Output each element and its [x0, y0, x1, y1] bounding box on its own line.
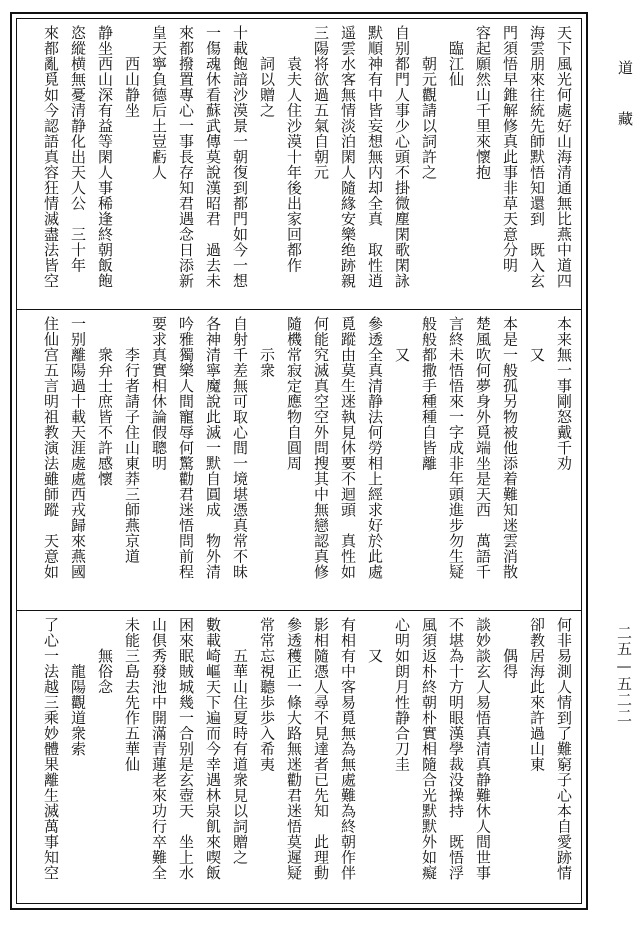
- text-column: 困來眠賊城幾一合别是玄壺天 坐上水: [177, 617, 195, 881]
- text-column: 天下風光何處好山海清通無比燕中道四: [555, 25, 573, 289]
- text-column: 有相有中客易覓無為無處難為終朝作伴: [339, 617, 357, 881]
- text-column: 詞以贈之: [258, 25, 276, 118]
- text-column: 各神清寧魔說此滅一默自圓成 物外清: [204, 316, 222, 580]
- text-column: 要求真實相休論假聰明: [150, 316, 168, 471]
- text-column: 三陽将欲過五氣自朝元: [312, 25, 330, 180]
- upper-register: [17, 19, 581, 309]
- text-column: 未能三島去先作五華仙: [123, 617, 141, 772]
- page-frame: [10, 12, 588, 910]
- text-column: 又: [393, 316, 411, 363]
- text-column: 參透全真清静法何勞相上經求好於此處: [366, 316, 384, 580]
- text-column: 何能究滅真空空外問搜其中無戀認真修: [312, 316, 330, 580]
- text-column: 衆弁士庶皆不許感懷: [96, 316, 114, 487]
- text-column: 容起願然山千里來懷抱: [474, 25, 492, 180]
- text-column: 不堪為十方明眼漢學裁没操持 既悟浮: [447, 617, 465, 881]
- text-column: 來都亂覓如今認語真容狂情滅盡法皆空: [42, 25, 60, 289]
- text-column: 楚風吹何夢身外覓端坐是天西 萬語千: [474, 316, 492, 580]
- text-column: 覓蹤由莫生迷執見休要不迴頭 真性如: [339, 316, 357, 580]
- text-column: 無俗念: [96, 617, 114, 695]
- text-column: 自射千差無可取心間一境堪憑真常不昧: [231, 316, 249, 580]
- text-column: 心明如朗月性静合刀圭: [393, 617, 411, 772]
- text-column: 默順神有中皆妄想無内却全真 取性逍: [366, 25, 384, 289]
- text-column: 一傷魂休看蘇武傳莫說漢昭君 過去未: [204, 25, 222, 289]
- text-column: 吟雅獨樂人間寵辱何驚勸君迷悟問前程: [177, 316, 195, 580]
- collection-title: 道藏: [616, 60, 634, 162]
- text-column: 風須返朴終朝朴實相隨合光默默外如癡: [420, 617, 438, 881]
- text-column: 袁夫人住沙漠十年後出家回都作: [285, 25, 303, 273]
- middle-register: [17, 310, 581, 610]
- text-column: 般般都撒手種種自皆離: [420, 316, 438, 471]
- text-column: 隨機常寂定應物自圓周: [285, 316, 303, 471]
- text-column: 偶得: [501, 617, 519, 679]
- text-column: 何非易測人情到了難窮子心本自愛跡情: [555, 617, 573, 881]
- text-column: 住仙宫五言明祖教演法雖師蹤 天意如: [42, 316, 60, 580]
- text-column: 五華山住夏時有道衆見以詞贈之: [231, 617, 249, 865]
- text-column: 山俱秀發池中開滿青蓮老來功行卒難全: [150, 617, 168, 881]
- text-column: 常常忘視聽歩歩入希夷: [258, 617, 276, 772]
- text-column: 臨江仙: [447, 25, 465, 87]
- text-column: 一别離陽過十載天涯處處西戎歸來燕國: [69, 316, 87, 580]
- text-column: 西山静坐: [123, 25, 141, 118]
- text-column: 本是一般孤另物被他添着難知迷雲消散: [501, 316, 519, 580]
- text-column: 又: [528, 316, 546, 363]
- text-column: 恣縱横無憂清静化出天人公 三十年: [69, 25, 87, 273]
- text-column: 李行者請子住山東莽三師燕京道: [123, 316, 141, 564]
- text-column: 海雲朋來往統先師默悟知還到 既入玄: [528, 25, 546, 289]
- text-column: 自别都門人事少心頭不掛微塵閑歌閑詠: [393, 25, 411, 289]
- lower-register: [17, 611, 581, 905]
- text-column: 言終未悟悟來一字成非年頭進步勿生疑: [447, 316, 465, 580]
- text-column: 影相隨憑人尋不見達者已先知 此理動: [312, 617, 330, 881]
- page-number: 二五—五二二: [615, 625, 633, 724]
- text-column: 朝元觀請以詞許之: [420, 25, 438, 180]
- text-column: 數載崎嶇天下遍而今幸遇林泉飢來喫飯: [204, 617, 222, 881]
- text-column: 静坐西山深有益等閑人事稀逢終朝飯飽: [96, 25, 114, 289]
- text-column: 遥雲水客無情淡泊閑人隨緣安樂绝跡親: [339, 25, 357, 289]
- text-column: 龍陽觀道衆索: [69, 617, 87, 757]
- text-column: 了心一法越三乘妙體果離生滅萬事知空: [42, 617, 60, 881]
- text-column: 談妙談玄人易悟真清真静難休人間世事: [474, 617, 492, 881]
- text-column: 十載飽諳沙漠景一朝復到都門如今一想: [231, 25, 249, 289]
- text-column: 卻教居海此來許過山東: [528, 617, 546, 772]
- text-column: 參透穫正一條大路無迷勸君迷悟莫遲疑: [285, 617, 303, 881]
- text-column: 皇天寧負德后土豈虧人: [150, 25, 168, 180]
- text-block: [16, 18, 582, 904]
- text-column: 來都撥置專心一事長存知君遇念日添新: [177, 25, 195, 289]
- text-column: 又: [366, 617, 384, 664]
- text-column: 門須悟早錐解修真此事非草天意分明: [501, 25, 519, 273]
- text-column: 示衆: [258, 316, 276, 378]
- text-column: 本来無一事剛怒戴千劝: [555, 316, 573, 471]
